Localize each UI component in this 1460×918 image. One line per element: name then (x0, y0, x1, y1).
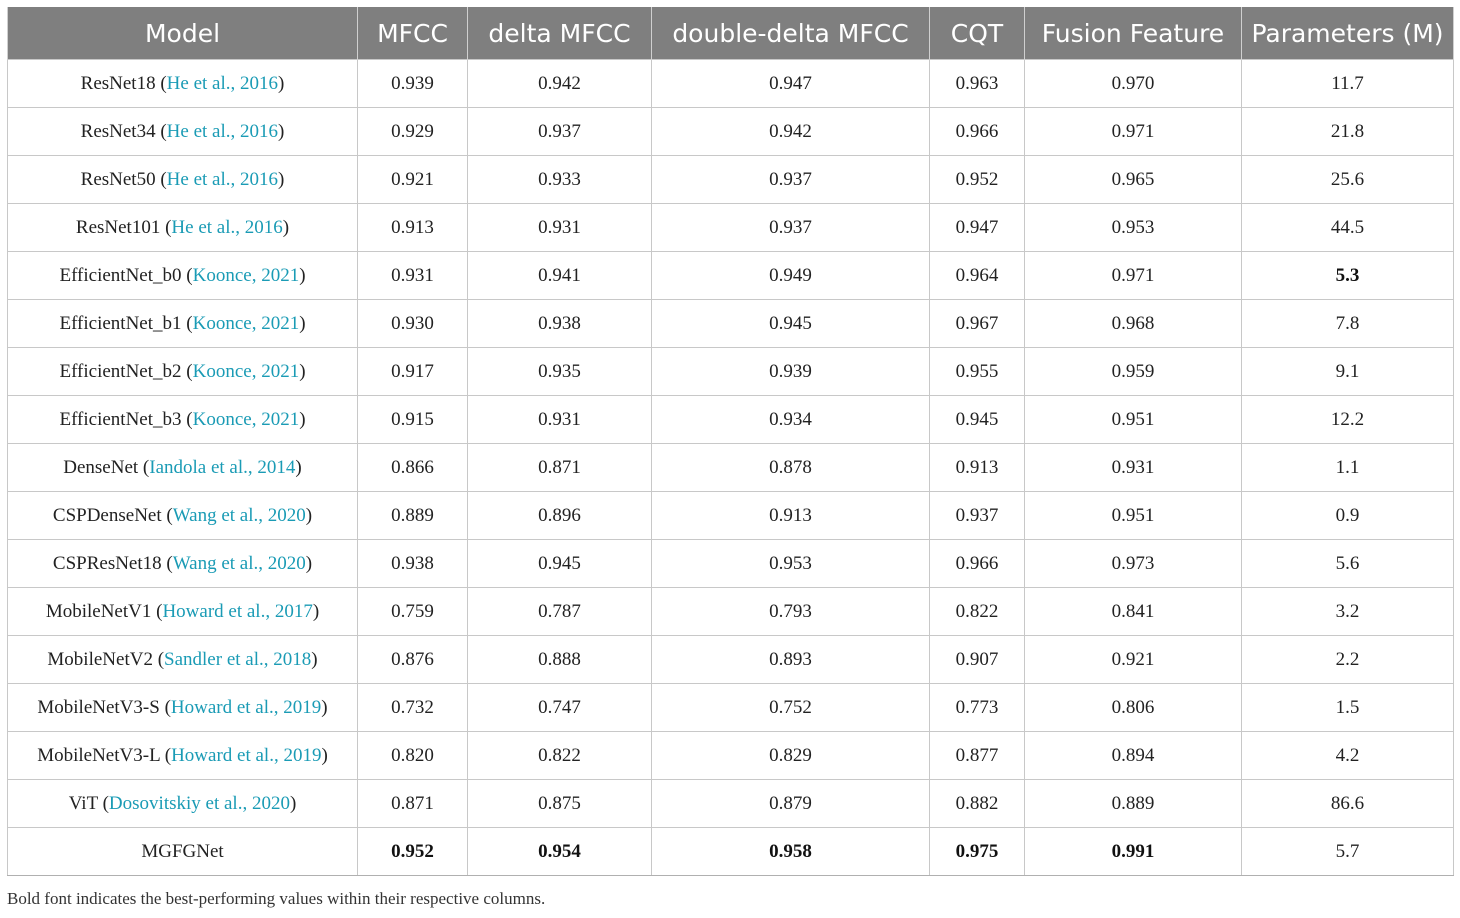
model-name: DenseNet (63, 456, 139, 478)
double-delta-mfcc-cell: 0.879 (652, 780, 930, 828)
cqt-cell: 0.877 (930, 732, 1025, 780)
delta-mfcc-cell: 0.931 (468, 396, 652, 444)
mfcc-cell: 0.921 (358, 156, 468, 204)
citation-link[interactable]: Sandler et al., 2018 (164, 648, 312, 670)
model-name: EfficientNet_b3 (59, 408, 182, 430)
delta-mfcc-cell: 0.933 (468, 156, 652, 204)
delta-mfcc-cell: 0.888 (468, 636, 652, 684)
model-name: ResNet50 (80, 168, 156, 190)
citation-link[interactable]: Koonce, 2021 (192, 360, 300, 382)
model-cell: ResNet34 (He et al., 2016) (8, 108, 358, 156)
fusion-feature-cell: 0.970 (1025, 60, 1242, 108)
citation-link[interactable]: Koonce, 2021 (192, 312, 300, 334)
delta-mfcc-cell: 0.875 (468, 780, 652, 828)
double-delta-mfcc-cell: 0.913 (652, 492, 930, 540)
delta-mfcc-cell: 0.954 (468, 828, 652, 876)
model-name: ResNet18 (80, 72, 156, 94)
citation-link[interactable]: Wang et al., 2020 (172, 552, 306, 574)
fusion-feature-cell: 0.971 (1025, 252, 1242, 300)
mfcc-cell: 0.939 (358, 60, 468, 108)
cqt-cell: 0.966 (930, 108, 1025, 156)
table-row (8, 252, 1454, 300)
parameters-cell: 7.8 (1242, 300, 1454, 348)
results-table (7, 7, 1454, 876)
model-cell: EfficientNet_b2 (Koonce, 2021) (8, 348, 358, 396)
double-delta-mfcc-cell: 0.934 (652, 396, 930, 444)
mfcc-cell: 0.866 (358, 444, 468, 492)
parameters-cell: 1.1 (1242, 444, 1454, 492)
table-row (8, 396, 1454, 444)
double-delta-mfcc-cell: 0.942 (652, 108, 930, 156)
table-row (8, 588, 1454, 636)
parameters-cell: 5.6 (1242, 540, 1454, 588)
double-delta-mfcc-cell: 0.752 (652, 684, 930, 732)
table-row (8, 300, 1454, 348)
citation-link[interactable]: Koonce, 2021 (192, 264, 300, 286)
table-row (8, 348, 1454, 396)
model-cell: DenseNet (Iandola et al., 2014) (8, 444, 358, 492)
double-delta-mfcc-cell: 0.893 (652, 636, 930, 684)
citation-link[interactable]: Howard et al., 2019 (170, 696, 322, 718)
header-mfcc: MFCC (358, 7, 468, 60)
fusion-feature-cell: 0.951 (1025, 492, 1242, 540)
mfcc-cell: 0.759 (358, 588, 468, 636)
model-name: ViT (68, 792, 98, 814)
mfcc-cell: 0.930 (358, 300, 468, 348)
mfcc-cell: 0.913 (358, 204, 468, 252)
mfcc-cell: 0.889 (358, 492, 468, 540)
cqt-cell: 0.952 (930, 156, 1025, 204)
table-row (8, 60, 1454, 108)
delta-mfcc-cell: 0.896 (468, 492, 652, 540)
cqt-cell: 0.967 (930, 300, 1025, 348)
model-cell: MobileNetV3-L (Howard et al., 2019) (8, 732, 358, 780)
citation-link[interactable]: He et al., 2016 (166, 120, 278, 142)
cqt-cell: 0.822 (930, 588, 1025, 636)
cqt-cell: 0.955 (930, 348, 1025, 396)
model-cell: MobileNetV3-S (Howard et al., 2019) (8, 684, 358, 732)
model-cell (8, 828, 358, 876)
delta-mfcc-cell: 0.935 (468, 348, 652, 396)
table-footnote: Bold font indicates the best-performing values within their respective columns. (7, 889, 546, 908)
fusion-feature-cell: 0.806 (1025, 684, 1242, 732)
citation-link[interactable]: Wang et al., 2020 (172, 504, 306, 526)
cqt-cell: 0.947 (930, 204, 1025, 252)
fusion-feature-cell: 0.965 (1025, 156, 1242, 204)
mfcc-cell: 0.732 (358, 684, 468, 732)
citation-link[interactable]: Dosovitskiy et al., 2020 (108, 792, 290, 814)
model-cell: ResNet18 (He et al., 2016) (8, 60, 358, 108)
model-cell: MobileNetV1 (Howard et al., 2017) (8, 588, 358, 636)
table-row (8, 732, 1454, 780)
table-row (8, 492, 1454, 540)
citation-link[interactable]: Koonce, 2021 (192, 408, 300, 430)
cqt-cell: 0.913 (930, 444, 1025, 492)
delta-mfcc-cell: 0.941 (468, 252, 652, 300)
cqt-cell: 0.963 (930, 60, 1025, 108)
parameters-cell: 25.6 (1242, 156, 1454, 204)
header-double-delta-mfcc: double-delta MFCC (652, 7, 930, 60)
model-name: MobileNetV3-L (37, 744, 160, 766)
delta-mfcc-cell: 0.942 (468, 60, 652, 108)
delta-mfcc-cell: 0.787 (468, 588, 652, 636)
table-row (8, 636, 1454, 684)
citation-link[interactable]: Iandola et al., 2014 (149, 456, 296, 478)
header-delta-mfcc: delta MFCC (468, 7, 652, 60)
cqt-cell: 0.945 (930, 396, 1025, 444)
parameters-cell: 0.9 (1242, 492, 1454, 540)
parameters-cell: 2.2 (1242, 636, 1454, 684)
model-cell: ViT (Dosovitskiy et al., 2020) (8, 780, 358, 828)
table-row (8, 444, 1454, 492)
cqt-cell: 0.907 (930, 636, 1025, 684)
model-name: CSPResNet18 (52, 552, 162, 574)
header-fusion-feature: Fusion Feature (1025, 7, 1242, 60)
delta-mfcc-cell: 0.931 (468, 204, 652, 252)
citation-link[interactable]: Howard et al., 2019 (171, 744, 322, 766)
fusion-feature-cell: 0.951 (1025, 396, 1242, 444)
header-row (8, 7, 1454, 60)
fusion-feature-cell: 0.841 (1025, 588, 1242, 636)
citation-link[interactable]: Howard et al., 2017 (162, 600, 313, 622)
table-row (8, 204, 1454, 252)
double-delta-mfcc-cell: 0.937 (652, 156, 930, 204)
double-delta-mfcc-cell: 0.945 (652, 300, 930, 348)
fusion-feature-cell: 0.889 (1025, 780, 1242, 828)
fusion-feature-cell: 0.931 (1025, 444, 1242, 492)
model-cell: ResNet50 (He et al., 2016) (8, 156, 358, 204)
model-name: EfficientNet_b2 (59, 360, 182, 382)
parameters-cell: 11.7 (1242, 60, 1454, 108)
table-row (8, 684, 1454, 732)
model-name: MGFGNet (141, 840, 224, 862)
mfcc-cell: 0.917 (358, 348, 468, 396)
double-delta-mfcc-cell: 0.793 (652, 588, 930, 636)
model-name: MobileNetV2 (47, 648, 153, 670)
table-row (8, 828, 1454, 876)
delta-mfcc-cell: 0.871 (468, 444, 652, 492)
mfcc-cell: 0.915 (358, 396, 468, 444)
citation-link[interactable]: He et al., 2016 (171, 216, 283, 238)
fusion-feature-cell: 0.968 (1025, 300, 1242, 348)
parameters-cell: 12.2 (1242, 396, 1454, 444)
fusion-feature-cell: 0.973 (1025, 540, 1242, 588)
model-name: CSPDenseNet (52, 504, 162, 526)
fusion-feature-cell: 0.991 (1025, 828, 1242, 876)
table-row (8, 108, 1454, 156)
cqt-cell: 0.964 (930, 252, 1025, 300)
table-row (8, 156, 1454, 204)
parameters-cell: 21.8 (1242, 108, 1454, 156)
delta-mfcc-cell: 0.945 (468, 540, 652, 588)
parameters-cell: 44.5 (1242, 204, 1454, 252)
parameters-cell: 1.5 (1242, 684, 1454, 732)
model-name: ResNet34 (80, 120, 156, 142)
double-delta-mfcc-cell: 0.949 (652, 252, 930, 300)
table-body (8, 60, 1454, 876)
model-cell: MobileNetV2 (Sandler et al., 2018) (8, 636, 358, 684)
double-delta-mfcc-cell: 0.829 (652, 732, 930, 780)
citation-link[interactable]: He et al., 2016 (166, 168, 278, 190)
model-cell: EfficientNet_b3 (Koonce, 2021) (8, 396, 358, 444)
header-model: Model (8, 7, 358, 60)
double-delta-mfcc-cell: 0.953 (652, 540, 930, 588)
model-cell: ResNet101 (He et al., 2016) (8, 204, 358, 252)
parameters-cell: 86.6 (1242, 780, 1454, 828)
model-name: MobileNetV3-S (37, 696, 160, 718)
model-name: EfficientNet_b1 (59, 312, 182, 334)
delta-mfcc-cell: 0.747 (468, 684, 652, 732)
results-table-container (7, 7, 1453, 876)
cqt-cell: 0.975 (930, 828, 1025, 876)
double-delta-mfcc-cell: 0.947 (652, 60, 930, 108)
mfcc-cell: 0.820 (358, 732, 468, 780)
model-name: ResNet101 (75, 216, 161, 238)
parameters-cell: 5.7 (1242, 828, 1454, 876)
parameters-cell: 4.2 (1242, 732, 1454, 780)
parameters-cell: 9.1 (1242, 348, 1454, 396)
header-parameters: Parameters (M) (1242, 7, 1454, 60)
fusion-feature-cell: 0.959 (1025, 348, 1242, 396)
parameters-cell: 5.3 (1242, 252, 1454, 300)
cqt-cell: 0.773 (930, 684, 1025, 732)
fusion-feature-cell: 0.894 (1025, 732, 1242, 780)
model-cell: CSPResNet18 (Wang et al., 2020) (8, 540, 358, 588)
table-row (8, 780, 1454, 828)
delta-mfcc-cell: 0.937 (468, 108, 652, 156)
table-row (8, 540, 1454, 588)
mfcc-cell: 0.952 (358, 828, 468, 876)
cqt-cell: 0.937 (930, 492, 1025, 540)
model-cell: EfficientNet_b0 (Koonce, 2021) (8, 252, 358, 300)
mfcc-cell: 0.876 (358, 636, 468, 684)
parameters-cell: 3.2 (1242, 588, 1454, 636)
mfcc-cell: 0.929 (358, 108, 468, 156)
model-name: EfficientNet_b0 (59, 264, 182, 286)
cqt-cell: 0.966 (930, 540, 1025, 588)
delta-mfcc-cell: 0.938 (468, 300, 652, 348)
fusion-feature-cell: 0.953 (1025, 204, 1242, 252)
double-delta-mfcc-cell: 0.937 (652, 204, 930, 252)
double-delta-mfcc-cell: 0.939 (652, 348, 930, 396)
header-cqt: CQT (930, 7, 1025, 60)
model-cell: EfficientNet_b1 (Koonce, 2021) (8, 300, 358, 348)
mfcc-cell: 0.938 (358, 540, 468, 588)
mfcc-cell: 0.871 (358, 780, 468, 828)
delta-mfcc-cell: 0.822 (468, 732, 652, 780)
cqt-cell: 0.882 (930, 780, 1025, 828)
mfcc-cell: 0.931 (358, 252, 468, 300)
citation-link[interactable]: He et al., 2016 (166, 72, 278, 94)
fusion-feature-cell: 0.971 (1025, 108, 1242, 156)
fusion-feature-cell: 0.921 (1025, 636, 1242, 684)
double-delta-mfcc-cell: 0.878 (652, 444, 930, 492)
model-name: MobileNetV1 (45, 600, 152, 622)
model-cell: CSPDenseNet (Wang et al., 2020) (8, 492, 358, 540)
double-delta-mfcc-cell: 0.958 (652, 828, 930, 876)
